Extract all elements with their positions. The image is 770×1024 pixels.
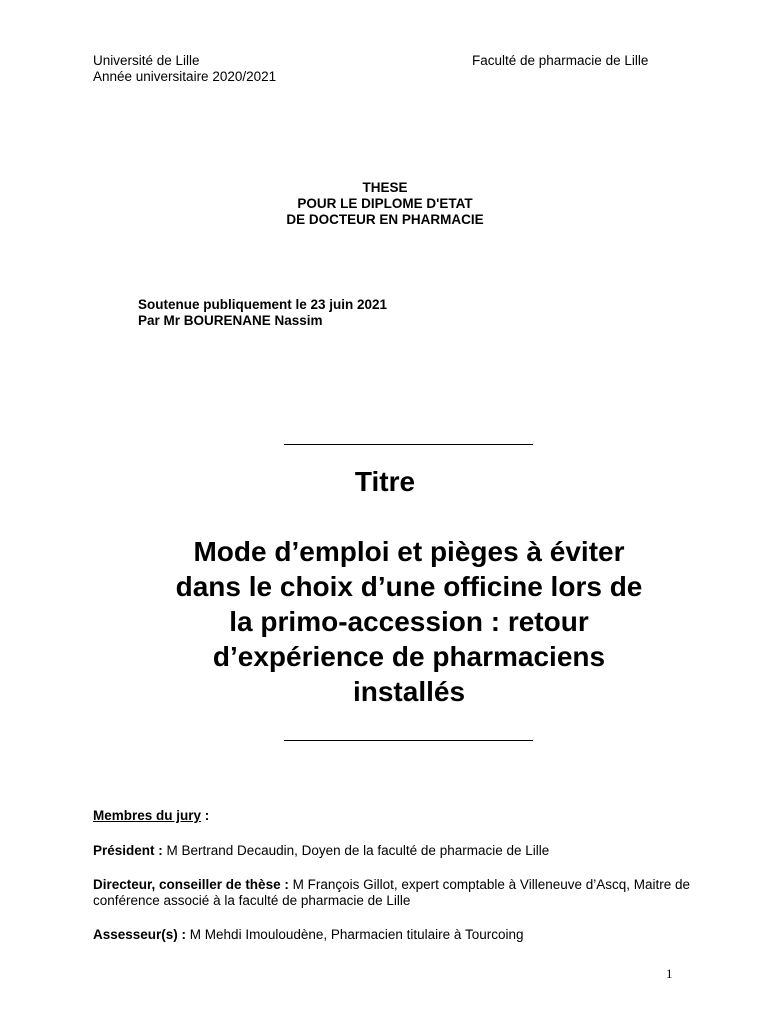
defense-info xyxy=(138,297,387,329)
title-line-5: installés xyxy=(352,676,466,707)
jury-heading xyxy=(93,808,209,824)
thesis-line-1: THESE xyxy=(362,180,408,195)
assessor-role: Assesseur(s) : xyxy=(93,927,187,942)
page-number: 1 xyxy=(666,966,673,981)
defense-date: Soutenue publiquement le 23 juin 2021 xyxy=(138,297,388,312)
jury-heading-colon: : xyxy=(201,808,210,823)
title-rule-bottom xyxy=(284,740,533,741)
title-line-1: Mode d’emploi et pièges à éviter xyxy=(193,536,625,567)
header-left xyxy=(93,53,276,85)
university-name: Université de Lille xyxy=(93,53,200,68)
title-label: Titre xyxy=(354,466,416,497)
thesis-line-3: DE DOCTEUR EN PHARMACIE xyxy=(286,212,484,227)
director-role: Directeur, conseiller de thèse : xyxy=(93,877,289,892)
title-line-2: dans le choix d’une officine lors de xyxy=(175,571,643,602)
assessor-text: M Mehdi Imouloudène, Pharmacien titulaire à Tourcoing xyxy=(186,927,524,942)
president-text: M Bertrand Decaudin, Doyen de la faculté de pharmacie de Lille xyxy=(162,843,550,858)
jury-heading-text: Membres du jury xyxy=(93,808,202,823)
title-line-3: la primo-accession : retour xyxy=(229,606,589,637)
jury-president xyxy=(93,843,693,859)
director-text: M François Gillot, expert comptable à Villeneuve d’Ascq, Maitre de conférence associé à la faculté de pharmacie de Lille xyxy=(93,877,691,908)
academic-year: Année universitaire 2020/2021 xyxy=(93,69,277,84)
president-role: Président : xyxy=(93,843,163,858)
title-line-4: d’expérience de pharmaciens xyxy=(212,641,606,672)
thesis-heading xyxy=(0,180,770,228)
defense-author: Par Mr BOURENANE Nassim xyxy=(138,313,323,328)
faculty-name: Faculté de pharmacie de Lille xyxy=(472,53,649,68)
thesis-line-2: POUR LE DIPLOME D'ETAT xyxy=(297,196,473,211)
jury-director xyxy=(93,877,693,909)
jury-assessor xyxy=(93,927,693,943)
title-rule-top xyxy=(284,444,533,445)
thesis-title xyxy=(120,534,698,709)
